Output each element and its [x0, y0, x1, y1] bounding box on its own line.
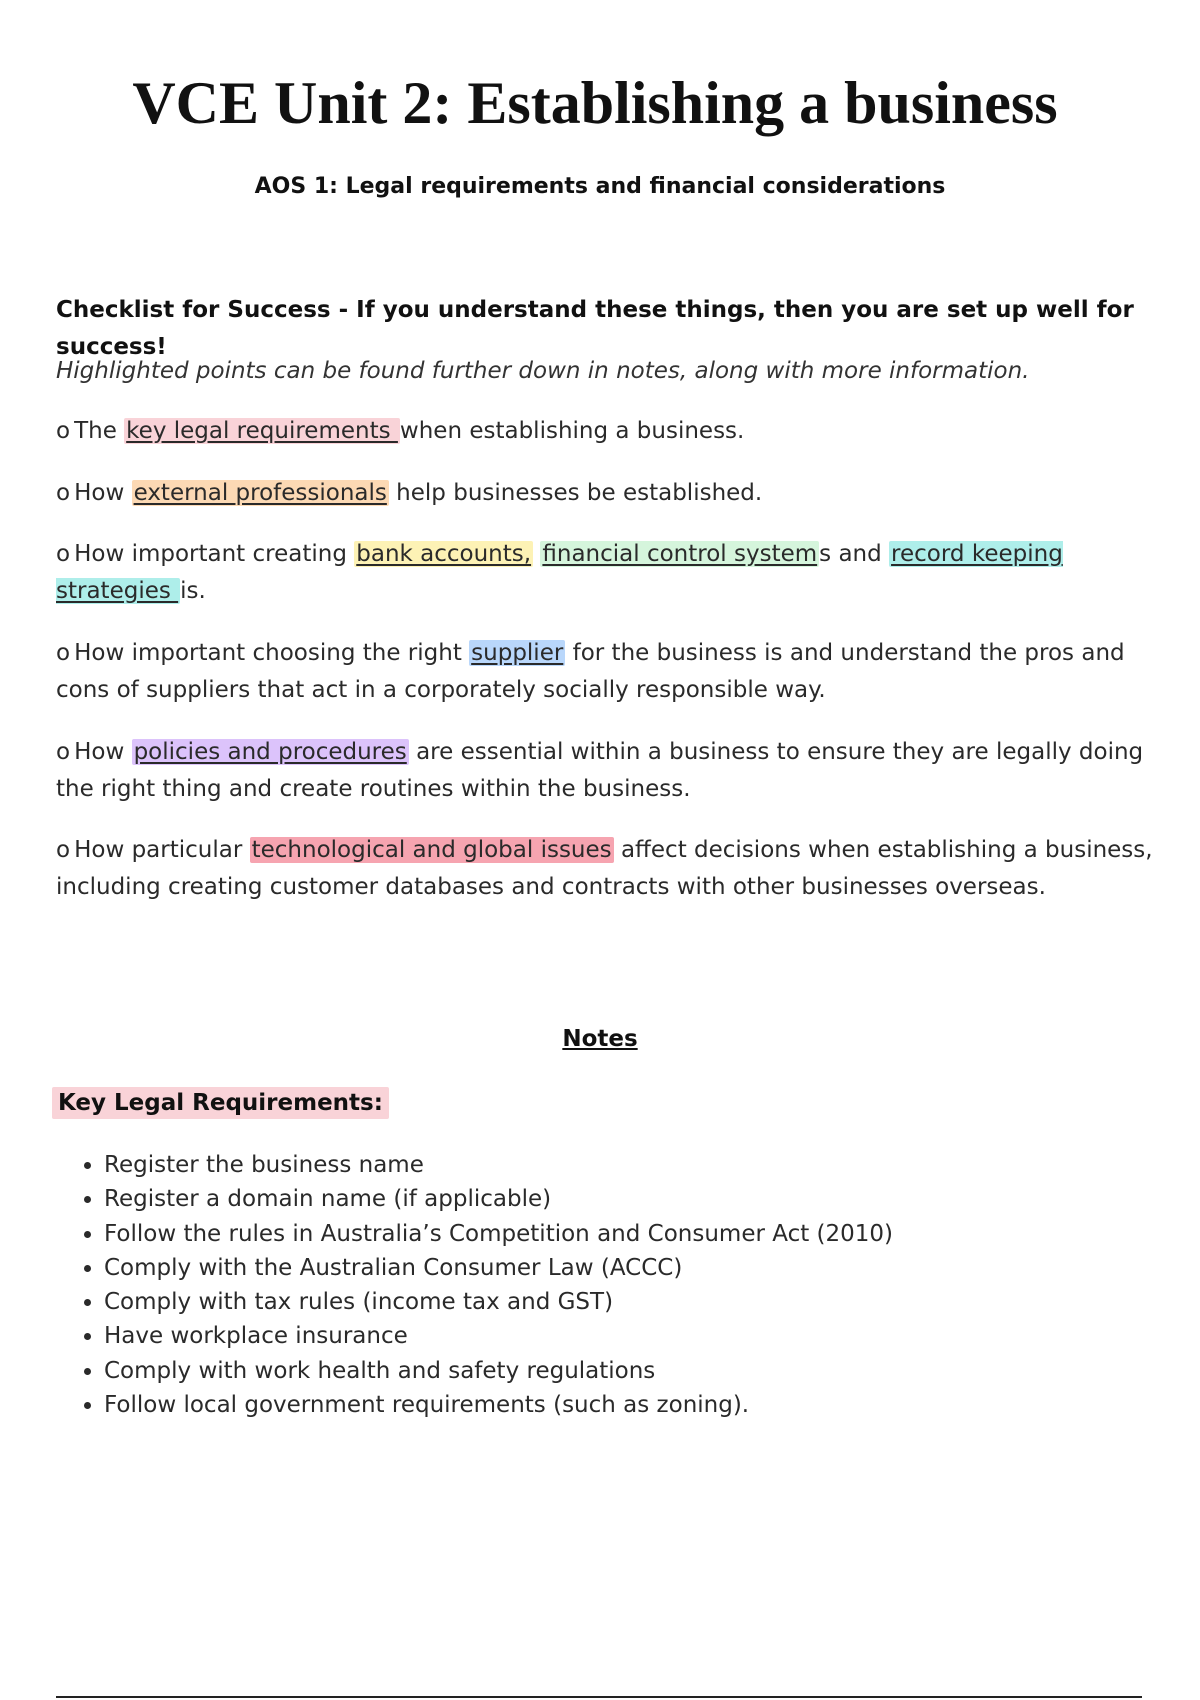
item-text: s and	[819, 541, 890, 567]
checklist-note: Highlighted points can be found further down in notes, along with more information.	[56, 358, 1030, 384]
checklist-item	[56, 475, 1156, 512]
item-text: affect decisions when establishing a business, including creating customer databases and contracts with other businesses overseas.	[56, 837, 1153, 900]
item-text: help businesses be established.	[388, 480, 763, 506]
item-text: How important choosing the right	[74, 640, 470, 666]
list-item: • Have workplace insurance	[104, 1319, 893, 1353]
checklist-item	[56, 734, 1156, 808]
item-text: is.	[180, 578, 206, 604]
checklist-heading: Checklist for Success - If you understand these things, then you are set up well for success!	[56, 297, 1134, 360]
key-legal-requirements-heading: Key Legal Requirements:	[52, 1087, 389, 1119]
item-text: when establishing a business.	[399, 418, 745, 444]
bullet-marker: o	[56, 640, 71, 666]
highlight-supplier: supplier	[471, 640, 564, 666]
highlight-external-professionals: external professionals	[133, 480, 387, 506]
item-text: are essential within a business to ensure they are legally doing the right thing and create routines within the business.	[56, 739, 1144, 802]
requirements-list	[56, 1148, 893, 1422]
page-subtitle: AOS 1: Legal requirements and financial considerations	[254, 174, 946, 199]
page-title: VCE Unit 2: Establishing a business	[132, 70, 1058, 136]
list-item: • Register a domain name (if applicable)	[104, 1182, 893, 1216]
list-item: • Comply with the Australian Consumer Law (ACCC)	[104, 1251, 893, 1285]
bullet-marker: o	[56, 739, 71, 765]
highlight-technological-and-global-issues: technological and global issues	[251, 837, 612, 863]
item-text: for the business is and understand the pros and cons of suppliers that act in a corporately socially responsible way.	[56, 640, 1125, 703]
highlight-policies-and-procedures: policies and procedures	[133, 739, 407, 765]
bullet-marker: o	[56, 837, 71, 863]
bullet-marker: o	[56, 480, 71, 506]
list-item: • Follow local government requirements (such as zoning).	[104, 1388, 893, 1422]
item-text: How	[74, 739, 132, 765]
list-item: • Follow the rules in Australia’s Competition and Consumer Act (2010)	[104, 1217, 893, 1251]
highlight-key-legal-requirements: key legal requirements	[126, 418, 398, 444]
bottom-divider	[56, 1696, 1142, 1698]
checklist-item	[56, 832, 1156, 906]
highlight-record-keeping-strategies: record keeping strategies	[56, 541, 1063, 604]
item-text: How	[74, 480, 132, 506]
checklist-item	[56, 635, 1156, 709]
bullet-marker: o	[56, 541, 71, 567]
item-text: The	[74, 418, 125, 444]
checklist-item	[56, 536, 1156, 610]
highlight-bank-accounts: bank accounts,	[356, 541, 532, 567]
checklist-item	[56, 413, 1156, 450]
list-item: • Comply with tax rules (income tax and GST)	[104, 1285, 893, 1319]
list-item: • Register the business name	[104, 1148, 893, 1182]
item-text: How particular	[74, 837, 250, 863]
notes-heading: Notes	[562, 1026, 638, 1052]
list-item: • Comply with work health and safety regulations	[104, 1354, 893, 1388]
highlight-financial-control-systems: financial control system	[542, 541, 818, 567]
bullet-marker: o	[56, 418, 71, 444]
item-text: How important creating	[74, 541, 355, 567]
